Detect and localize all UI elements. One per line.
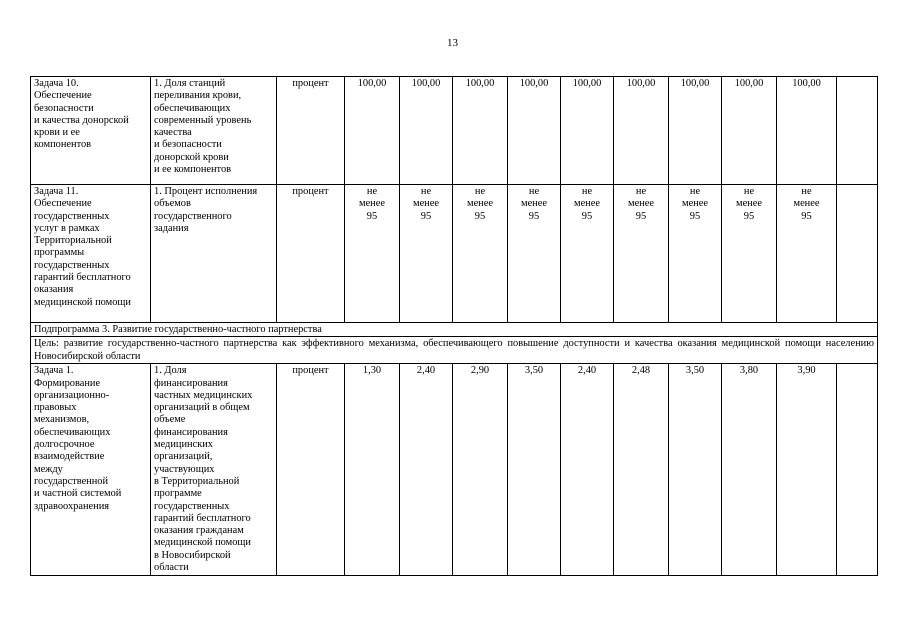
task-text: государственной bbox=[34, 475, 109, 487]
value-cell bbox=[561, 185, 614, 323]
indicator-text: организаций, bbox=[154, 451, 213, 463]
value-text: не bbox=[689, 186, 701, 197]
task-text: Формирование bbox=[34, 377, 101, 389]
task-text: Задача 1. bbox=[34, 365, 74, 377]
value-text: менее bbox=[628, 198, 654, 210]
value-cell: 100,00 bbox=[400, 77, 453, 185]
indicator-text: объемов bbox=[154, 198, 191, 210]
value-text: не bbox=[635, 186, 647, 197]
indicator-cell bbox=[151, 185, 277, 323]
value-text: 95 bbox=[581, 210, 593, 222]
value-cell bbox=[400, 185, 453, 323]
value-text: 95 bbox=[635, 210, 647, 222]
indicator-text: частных медицинских bbox=[154, 389, 253, 401]
value-text: 95 bbox=[474, 210, 486, 222]
indicator-text: в Новосибирской bbox=[154, 549, 231, 561]
value-cell bbox=[669, 185, 722, 323]
task-text: оказания bbox=[34, 284, 74, 296]
page-number: 13 bbox=[447, 37, 458, 49]
task-text: услуг в рамках bbox=[34, 222, 100, 234]
task-text: Обеспечение bbox=[34, 198, 92, 210]
value-cell bbox=[508, 185, 561, 323]
value-cell: 3,90 bbox=[777, 364, 837, 576]
empty-cell bbox=[837, 364, 878, 576]
task-cell bbox=[31, 364, 151, 576]
value-cell: 100,00 bbox=[561, 77, 614, 185]
indicator-text: медицинских bbox=[154, 439, 213, 451]
table-row-task11 bbox=[31, 185, 878, 323]
value-text: не bbox=[528, 186, 540, 197]
empty-cell bbox=[837, 185, 878, 323]
task-text: гарантий бесплатного bbox=[34, 272, 131, 284]
table-row-task10 bbox=[31, 77, 878, 185]
value-cell: 2,40 bbox=[400, 364, 453, 576]
table-row-subprogram bbox=[31, 323, 878, 337]
indicator-text: донорской крови bbox=[154, 151, 229, 163]
indicator-text: финансирования bbox=[154, 426, 228, 438]
value-cell: 2,40 bbox=[561, 364, 614, 576]
subprogram-goal: Цель: развитие государственно-частного партнерства как эффективного механизма, обеспечивающего повышение доступности и качества оказания медицинской помощи населению Новосибирской области bbox=[31, 337, 878, 364]
indicator-cell bbox=[151, 364, 277, 576]
task-text: механизмов, bbox=[34, 414, 90, 426]
indicator-text: государственного bbox=[154, 210, 232, 222]
task-text: и качества донорской bbox=[34, 114, 129, 126]
value-cell: 2,90 bbox=[453, 364, 508, 576]
value-text: менее bbox=[359, 198, 385, 210]
indicator-text: области bbox=[154, 562, 189, 574]
value-cell: 100,00 bbox=[669, 77, 722, 185]
indicator-text: переливания крови, bbox=[154, 90, 242, 102]
value-cell bbox=[453, 185, 508, 323]
value-text: менее bbox=[736, 198, 762, 210]
value-cell: 3,50 bbox=[669, 364, 722, 576]
indicator-text: 1. Доля bbox=[154, 365, 187, 377]
value-text: 95 bbox=[420, 210, 432, 222]
value-text: менее bbox=[574, 198, 600, 210]
task-text: здравоохранения bbox=[34, 500, 110, 512]
value-cell bbox=[777, 185, 837, 323]
subprogram-title: Подпрограмма 3. Развитие государственно-частного партнерства bbox=[31, 323, 878, 337]
indicator-text: задания bbox=[154, 222, 189, 234]
task-text: Задача 10. bbox=[34, 78, 79, 89]
task-text: программы bbox=[34, 247, 85, 259]
unit-cell: процент bbox=[277, 77, 345, 185]
indicator-text: и безопасности bbox=[154, 139, 222, 151]
value-text: не bbox=[474, 186, 486, 197]
value-cell: 3,50 bbox=[508, 364, 561, 576]
indicator-text: участвующих bbox=[154, 463, 215, 475]
value-cell: 100,00 bbox=[345, 77, 400, 185]
value-cell: 100,00 bbox=[614, 77, 669, 185]
task-text: государственных bbox=[34, 259, 110, 271]
task-text: медицинской помощи bbox=[34, 296, 131, 308]
indicator-text: современный уровень bbox=[154, 114, 252, 126]
indicator-text: государственных bbox=[154, 500, 230, 512]
indicator-text: 1. Процент исполнения bbox=[154, 186, 258, 197]
indicator-text: программе bbox=[154, 488, 202, 500]
task-text: и частной системой bbox=[34, 488, 122, 500]
indicator-text: объеме bbox=[154, 414, 186, 426]
task-text: между bbox=[34, 463, 63, 475]
value-text: 95 bbox=[743, 210, 755, 222]
empty-cell bbox=[837, 77, 878, 185]
value-cell bbox=[722, 185, 777, 323]
task-cell bbox=[31, 185, 151, 323]
task-text: Задача 11. bbox=[34, 186, 79, 197]
indicator-text: качества bbox=[154, 127, 192, 139]
value-text: менее bbox=[793, 198, 820, 210]
indicators-table bbox=[30, 76, 878, 576]
indicator-text: и ее компонентов bbox=[154, 164, 232, 176]
task-text: правовых bbox=[34, 402, 77, 414]
value-text: 95 bbox=[528, 210, 540, 222]
value-cell: 2,48 bbox=[614, 364, 669, 576]
value-cell: 100,00 bbox=[453, 77, 508, 185]
value-text: не bbox=[743, 186, 755, 197]
task-text: безопасности bbox=[34, 102, 94, 114]
indicator-text: гарантий бесплатного bbox=[154, 512, 251, 524]
indicator-text: 1. Доля станций bbox=[154, 78, 226, 89]
value-text: 95 bbox=[689, 210, 701, 222]
value-text: менее bbox=[467, 198, 493, 210]
value-cell bbox=[614, 185, 669, 323]
task-text: крови и ее bbox=[34, 127, 80, 139]
value-text: не bbox=[420, 186, 432, 197]
value-cell bbox=[345, 185, 400, 323]
task-cell bbox=[31, 77, 151, 185]
indicator-cell bbox=[151, 77, 277, 185]
value-text: менее bbox=[413, 198, 439, 210]
value-cell: 100,00 bbox=[508, 77, 561, 185]
unit-cell: процент bbox=[277, 364, 345, 576]
indicator-text: организаций в общем bbox=[154, 402, 250, 414]
indicator-text: оказания гражданам bbox=[154, 525, 244, 537]
value-cell: 1,30 bbox=[345, 364, 400, 576]
indicator-text: медицинской помощи bbox=[154, 537, 251, 549]
value-cell: 100,00 bbox=[777, 77, 837, 185]
task-text: Обеспечение bbox=[34, 90, 92, 102]
task-text: долгосрочное bbox=[34, 439, 95, 451]
indicator-text: финансирования bbox=[154, 377, 228, 389]
task-text: организационно- bbox=[34, 389, 110, 401]
value-text: 95 bbox=[366, 210, 378, 222]
unit-cell: процент bbox=[277, 185, 345, 323]
value-text: менее bbox=[682, 198, 708, 210]
task-text: компонентов bbox=[34, 139, 92, 151]
table-row-goal bbox=[31, 337, 878, 364]
value-cell: 3,80 bbox=[722, 364, 777, 576]
value-text: не bbox=[801, 186, 812, 197]
indicator-text: в Территориальной bbox=[154, 475, 240, 487]
task-text: взаимодействие bbox=[34, 451, 105, 463]
value-cell: 100,00 bbox=[722, 77, 777, 185]
value-text: не bbox=[366, 186, 378, 197]
task-text: государственных bbox=[34, 210, 110, 222]
task-text: обеспечивающих bbox=[34, 426, 111, 438]
indicator-text: обеспечивающих bbox=[154, 102, 231, 114]
value-text: 95 bbox=[801, 210, 812, 222]
task-text: Территориальной bbox=[34, 235, 112, 247]
value-text: менее bbox=[521, 198, 547, 210]
value-text: не bbox=[581, 186, 593, 197]
table-row-task1 bbox=[31, 364, 878, 576]
